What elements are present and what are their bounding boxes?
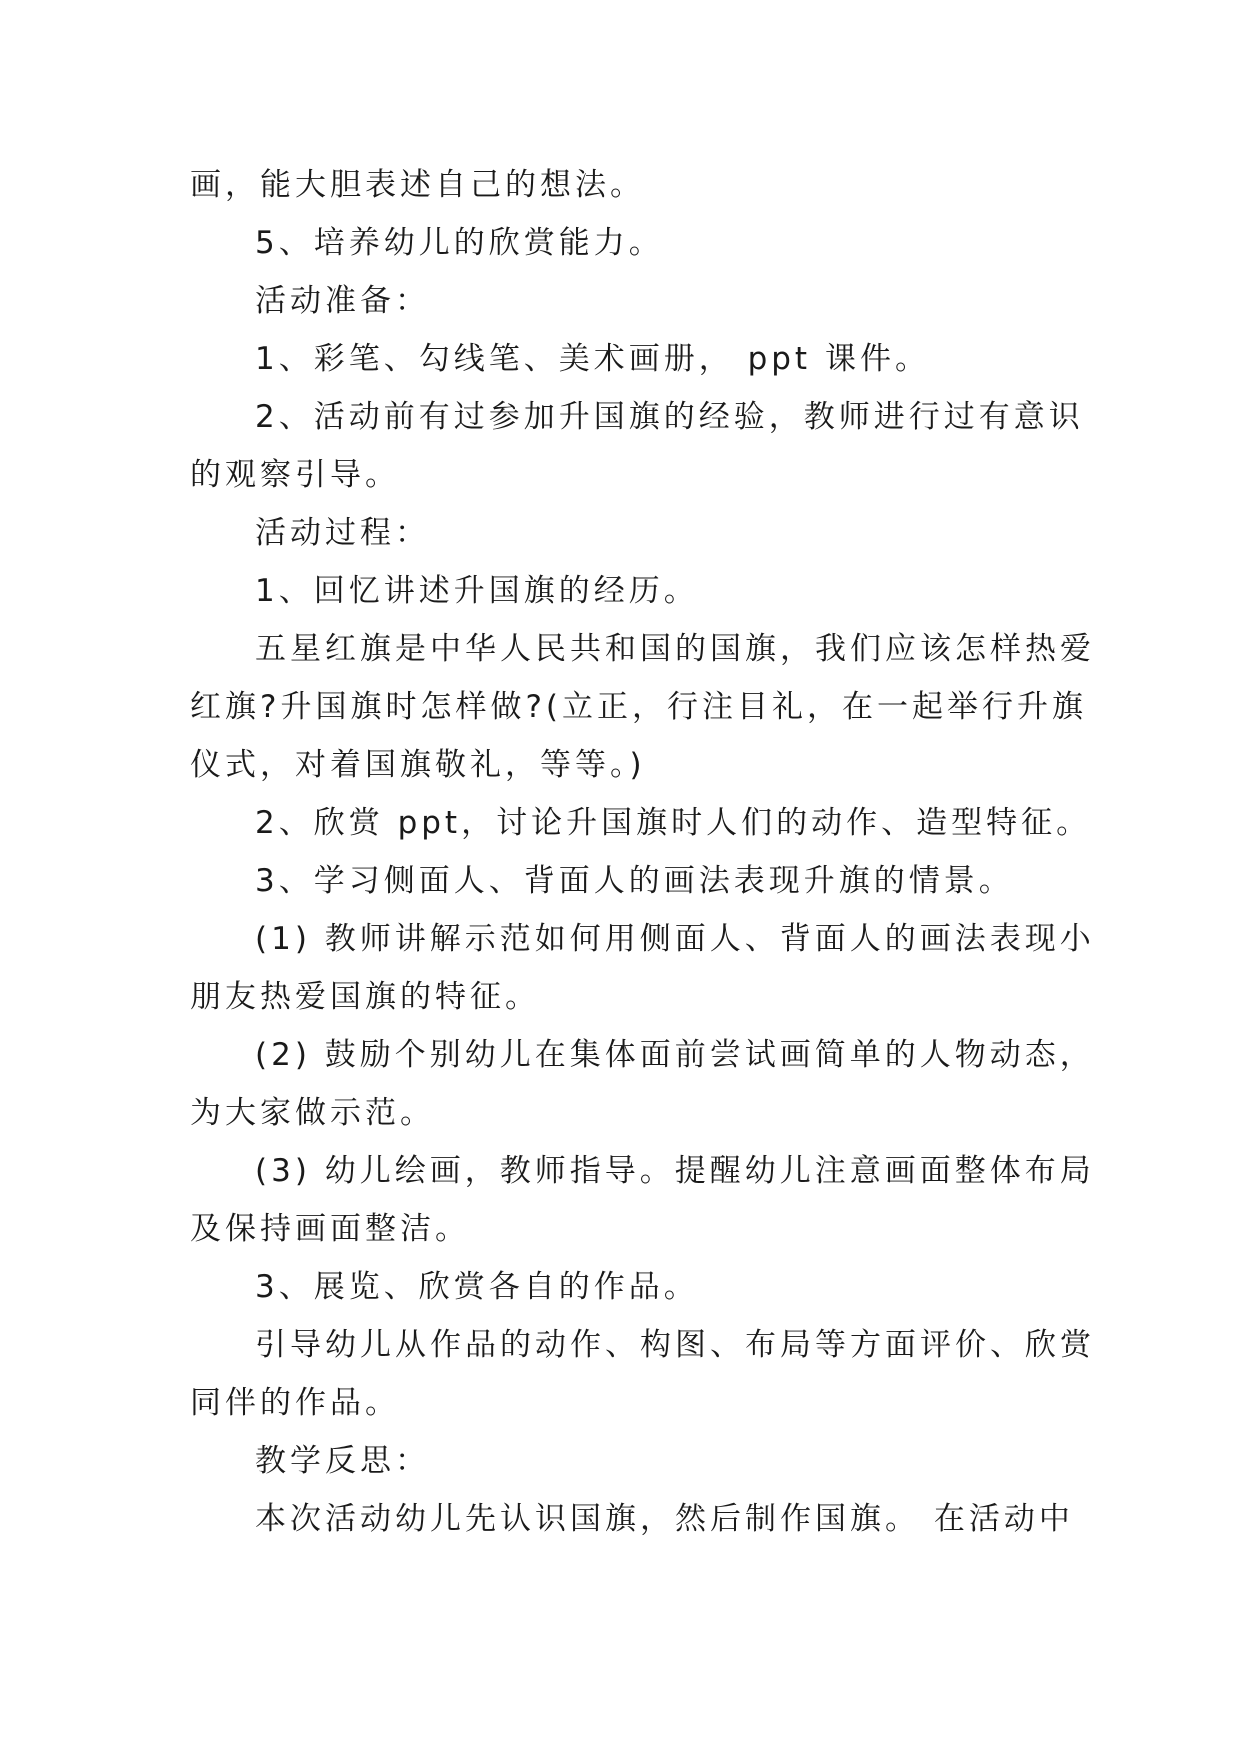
text-line: 1、回忆讲述升国旗的经历。 [255,573,699,609]
section-heading: 教学反思： [255,1443,430,1479]
text-line: 的观察引导。 [190,457,400,493]
text-line: 本次活动幼儿先认识国旗，然后制作国旗。 在活动中 [255,1501,1074,1537]
text-line: 引导幼儿从作品的动作、构图、布局等方面评价、欣赏 [255,1327,1095,1363]
text-line: 3、展览、欣赏各自的作品。 [255,1269,699,1305]
text-line: 3、学习侧面人、背面人的画法表现升旗的情景。 [255,863,1014,899]
text-line: 朋友热爱国旗的特征。 [190,979,540,1015]
text-line: 红旗?升国旗时怎样做?(立正，行注目礼，在一起举行升旗 [190,689,1087,725]
text-line: (1) 教师讲解示范如何用侧面人、背面人的画法表现小 [255,921,1095,957]
text-line: 2、活动前有过参加升国旗的经验，教师进行过有意识 [255,399,1084,435]
text-line: 同伴的作品。 [190,1385,400,1421]
text-line: 1、彩笔、勾线笔、美术画册， ppt 课件。 [255,341,930,377]
text-line: 为大家做示范。 [190,1095,435,1131]
text-line: 画，能大胆表述自己的想法。 [190,167,645,203]
section-heading: 活动准备： [255,283,430,319]
text-line: 五星红旗是中华人民共和国的国旗，我们应该怎样热爱 [255,631,1095,667]
section-heading: 活动过程： [255,515,430,551]
text-line: 2、欣赏 ppt，讨论升国旗时人们的动作、造型特征。 [255,805,1092,841]
text-line: (2) 鼓励个别幼儿在集体面前尝试画简单的人物动态， [255,1037,1095,1073]
text-line: 仪式，对着国旗敬礼，等等。) [190,747,646,783]
text-line: (3) 幼儿绘画，教师指导。提醒幼儿注意画面整体布局 [255,1153,1095,1189]
text-line: 及保持画面整洁。 [190,1211,470,1247]
text-line: 5、培养幼儿的欣赏能力。 [255,225,664,261]
